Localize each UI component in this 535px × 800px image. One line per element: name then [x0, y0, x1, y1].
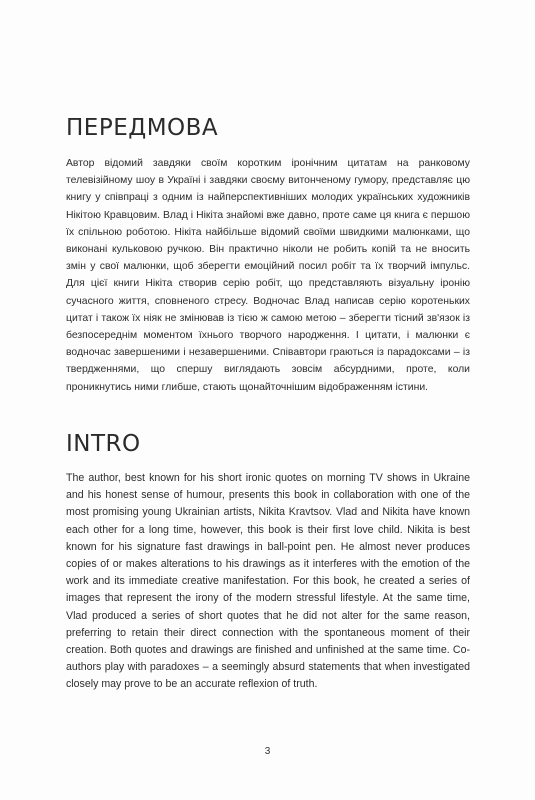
section-body-ukrainian: Автор відомий завдяки своїм коротким іронічним цитатам на ранковому телевізійному шоу в Україні і завдяки своєму витонченому гумору, представляє цю книгу у співпраці з одним із найперспективніших молодих українських художників Нікітою Кравцовим. Влад і Нікіта знайомі вже давно, проте саме ця книга є першою їх спільною роботою. Нікіта найбільше відомий своїми швидкими малюнками, що виконані кульковою ручкою. Він практично ніколи не робить копій та не вносить змін у свої малюнки, щоб зберегти емоційний посил робіт та їх творчий імпульс. Для цієї книги Нікіта створив серію робіт, що представляють візуальну іронію сучасного життя, сповненого стресу. Водночас Влад написав серію коротеньких цитат і також їх ніяк не змінював із тією ж самою метою – зберегти тісний зв'язок із безпосереднім моментом їхнього творчого народження. І цитати, і малюнки є водночас завершеними і незавершеними. Співавтори граються із парадоксами – із твердженнями, що спершу виглядають зовсім абсурдними, проте, коли проникнутись ними глибше, стають щонайточнішим відображенням істини. — [66, 158, 470, 393]
section-body-english: The author, best known for his short ironic quotes on morning TV shows in Ukraine and his honest sense of humour, presents this book in collaboration with one of the most promising young Ukrainian artists, Nikita Kravtsov. Vlad and Nikita have known each other for a long time, however, this book is their first love child. Nikita is best known for his signature fast drawings in ball-point pen. He almost never produces copies of or makes alterations to his drawings as it interferes with the emotion of the work and its immediate creative manifestation. For this book, he created a series of images that represent the irony of the modern stressful lifestyle. At the same time, Vlad produced a series of short quotes that he did not alter for the same reason, preferring to retain their direct connection with the spontaneous moment of their creation. Both quotes and drawings are finished and unfinished at the same time. Co-authors play with paradoxes – a seemingly absurd statements that when investigated closely may prove to be an accurate reflexion of truth. — [66, 472, 470, 691]
section-heading-ukrainian: ПЕРЕДМОВА — [66, 115, 219, 141]
foreword-section-ukrainian — [66, 113, 470, 396]
foreword-section-english — [66, 429, 470, 694]
page-number: 3 — [264, 746, 271, 757]
section-heading-english: INTRO — [66, 431, 141, 457]
